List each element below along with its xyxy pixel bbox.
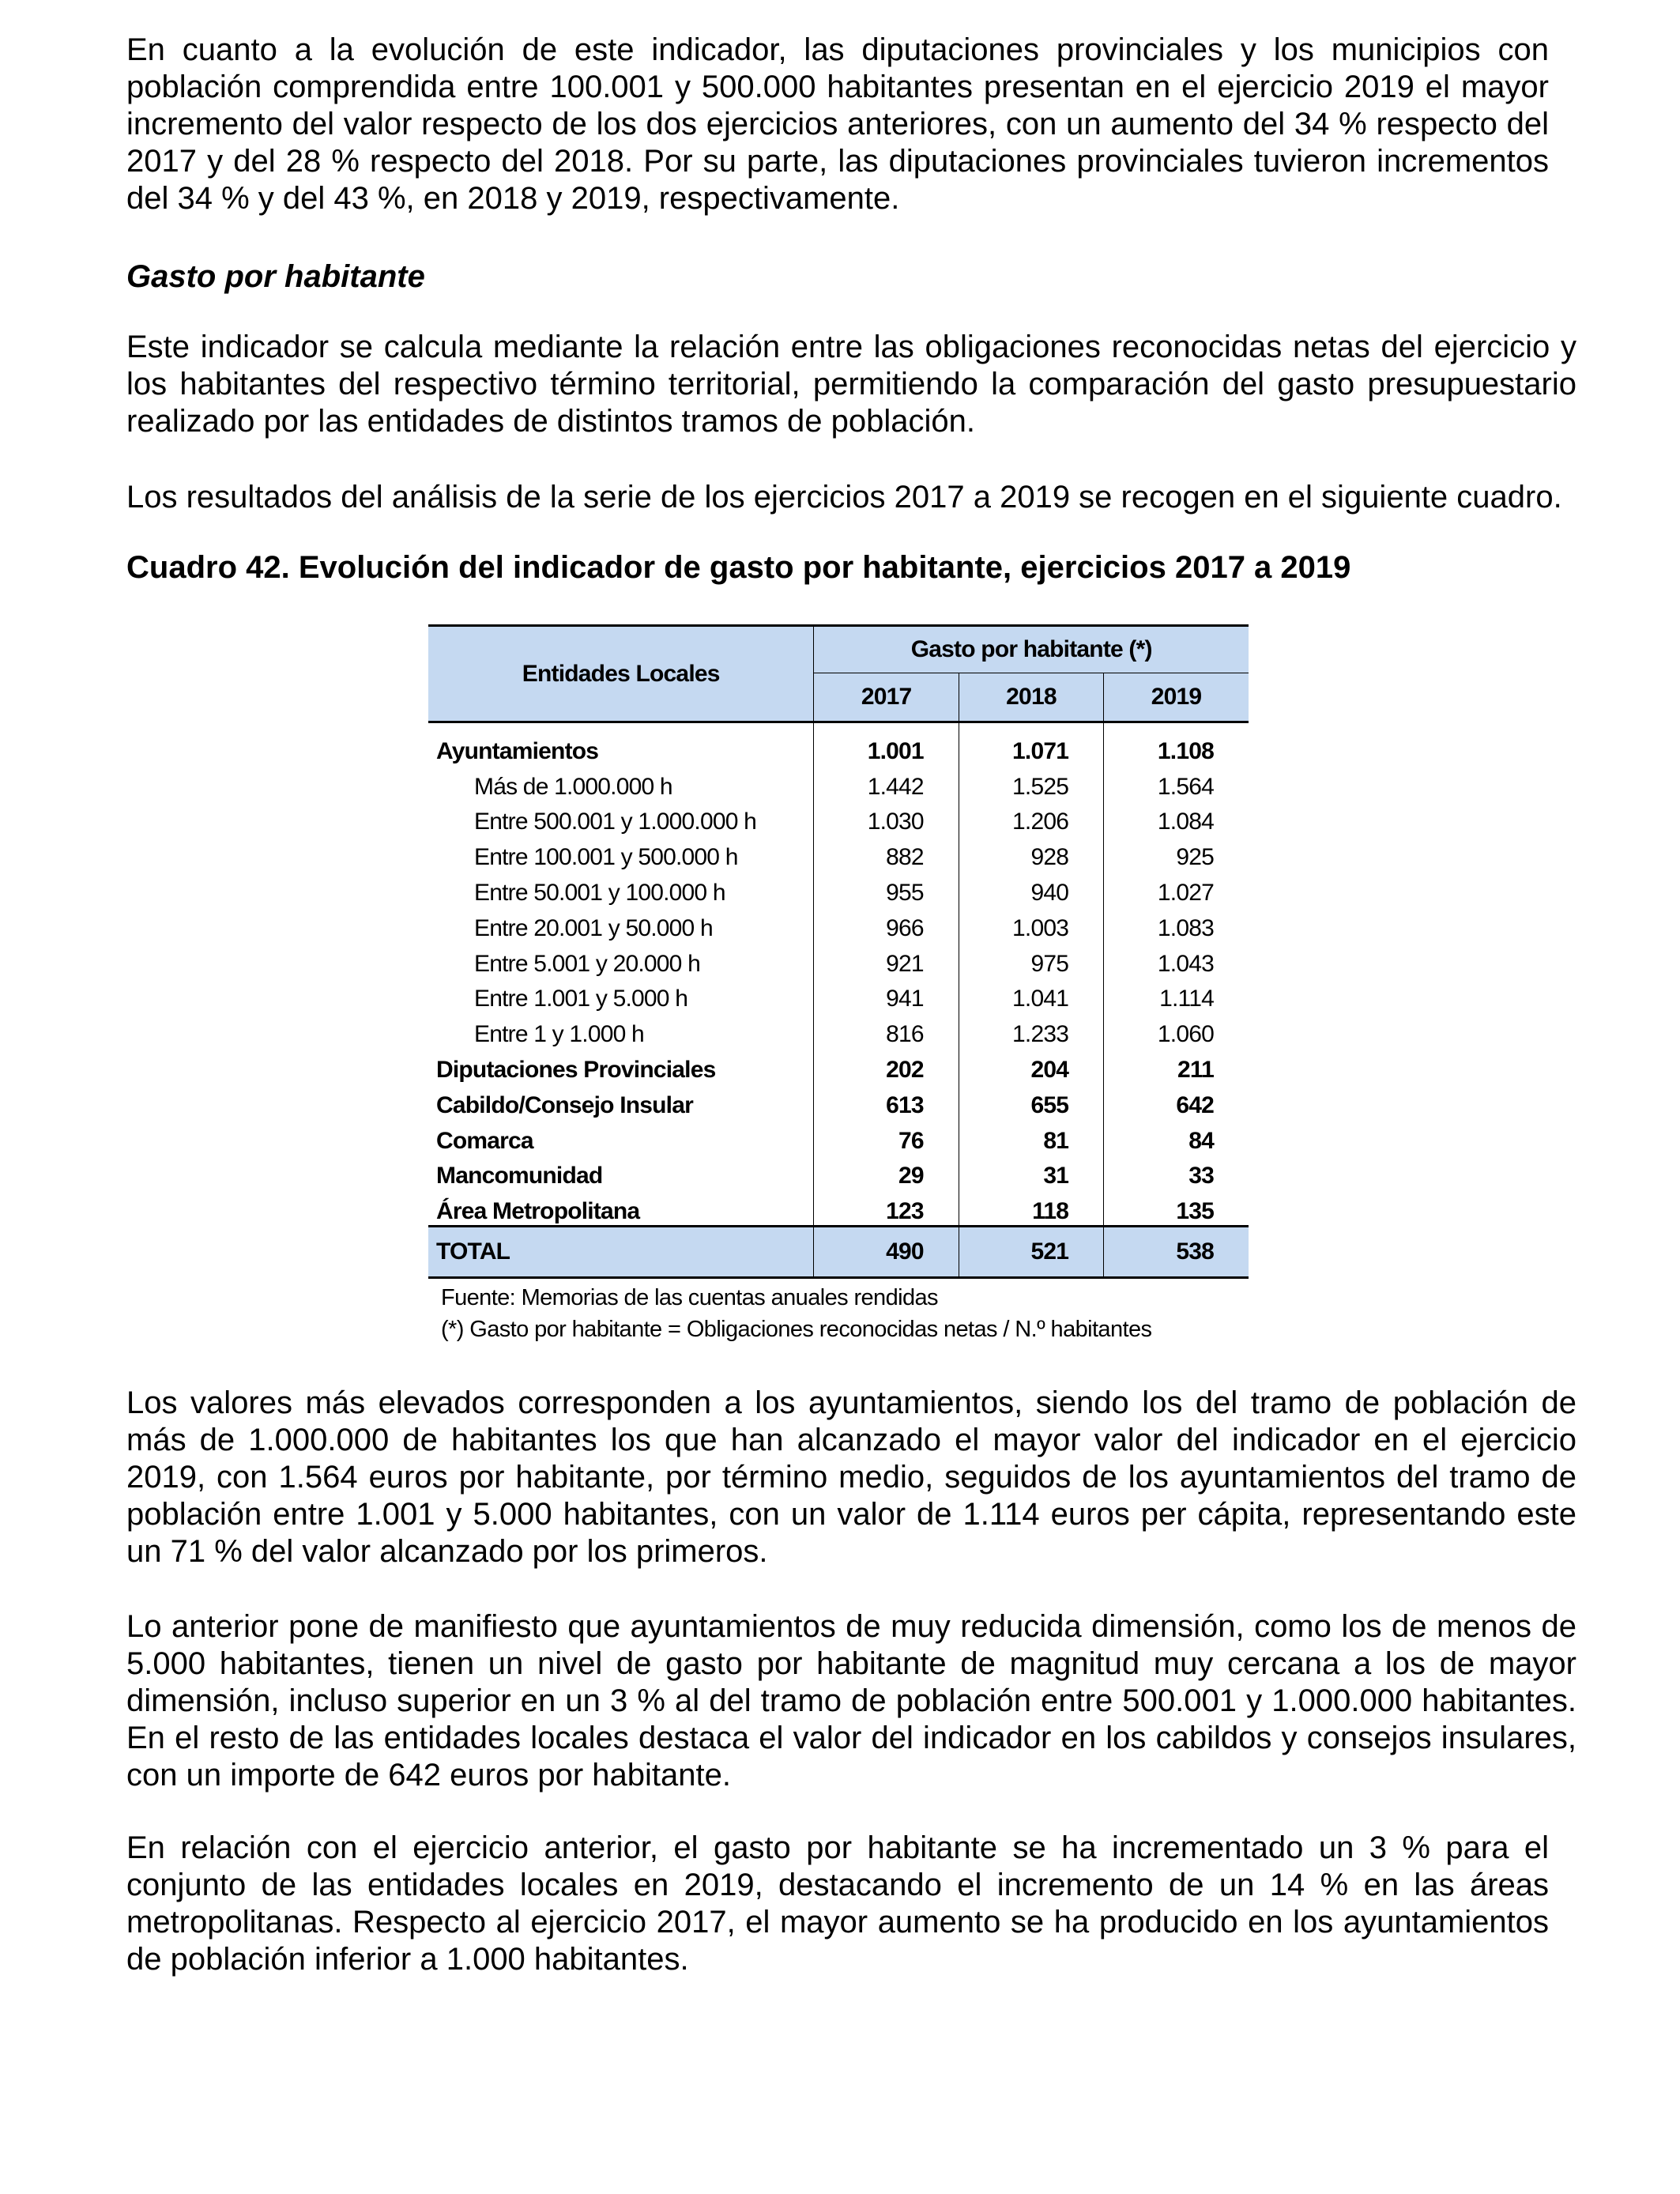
row-label: Ayuntamientos — [436, 737, 599, 764]
cell-value: 955 — [814, 871, 959, 907]
cell-value: 84 — [1104, 1119, 1249, 1155]
cell-value: 76 — [814, 1119, 959, 1155]
cell-value: 1.001 — [814, 722, 959, 765]
cell-value: 1.030 — [814, 801, 959, 836]
cell-value: 655 — [959, 1084, 1103, 1119]
total-value: 490 — [814, 1227, 959, 1278]
paragraph-manifiesto: Lo anterior pone de manifiesto que ayuntamientos de muy reducida dimensión, como los de menos de 5.000 habitantes, tienen un nivel de gasto por habitante de magnitud muy cercana a los de mayor dimensión, incluso superior en un 3 % al del tramo de población entre 500.001 y 1.000.000 habitantes. En el resto de las entidades locales destaca el valor del indicador en los cabildos y consejos insulares, con un importe de 642 euros por habitante. — [126, 1609, 1576, 1793]
cell-value: 29 — [814, 1155, 959, 1190]
table-row — [428, 1012, 1249, 1048]
cell-value: 1.525 — [959, 765, 1103, 801]
cell-value: 941 — [814, 978, 959, 1013]
table-row — [428, 1119, 1249, 1155]
cell-value: 1.083 — [1104, 907, 1249, 942]
cell-value: 925 — [1104, 835, 1249, 871]
cell-value: 940 — [959, 871, 1103, 907]
cell-value: 1.060 — [1104, 1012, 1249, 1048]
cell-value: 1.564 — [1104, 765, 1249, 801]
row-label: Entre 50.001 y 100.000 h — [474, 879, 725, 906]
cell-value: 202 — [814, 1048, 959, 1084]
table-row — [428, 1048, 1249, 1084]
cell-value: 882 — [814, 835, 959, 871]
gasto-table-container — [428, 624, 1249, 1345]
paragraph-resultados: Los resultados del análisis de la serie de los ejercicios 2017 a 2019 se recogen en el siguiente cuadro. — [126, 480, 1562, 515]
cell-value: 204 — [959, 1048, 1103, 1084]
total-value: 538 — [1104, 1227, 1249, 1278]
row-label: Mancomunidad — [436, 1163, 603, 1189]
cell-value: 1.206 — [959, 801, 1103, 836]
table-notes — [428, 1282, 1249, 1345]
cell-value: 928 — [959, 835, 1103, 871]
table-row — [428, 871, 1249, 907]
row-label: Entre 500.001 y 1.000.000 h — [474, 809, 757, 835]
header-year: 2017 — [814, 673, 959, 722]
table-row — [428, 765, 1249, 801]
total-value: 521 — [959, 1227, 1103, 1278]
cell-value: 33 — [1104, 1155, 1249, 1190]
row-label: Área Metropolitana — [436, 1198, 640, 1225]
header-year: 2019 — [1104, 673, 1249, 722]
section-heading-gasto: Gasto por habitante — [126, 259, 425, 294]
table-row — [428, 907, 1249, 942]
cell-value: 1.114 — [1104, 978, 1249, 1013]
paragraph-relacion: En relación con el ejercicio anterior, el gasto por habitante se ha incrementado un 3 % para el conjunto de las entidades locales en 2019, destacando el incremento de un 14 % en las áreas metropolitanas. Respecto al ejercicio 2017, el mayor aumento se ha producido en los ayuntamientos de población inferior a 1.000 habitantes. — [126, 1830, 1549, 1977]
table-row — [428, 1189, 1249, 1226]
table-caption: Cuadro 42. Evolución del indicador de gasto por habitante, ejercicios 2017 a 2019 — [126, 550, 1351, 585]
table-source: Fuente: Memorias de las cuentas anuales rendidas — [441, 1285, 938, 1311]
table-row — [428, 801, 1249, 836]
cell-value: 966 — [814, 907, 959, 942]
cell-value: 975 — [959, 942, 1103, 978]
cell-value: 613 — [814, 1084, 959, 1119]
cell-value: 921 — [814, 942, 959, 978]
cell-value: 642 — [1104, 1084, 1249, 1119]
table-row — [428, 722, 1249, 765]
cell-value: 1.233 — [959, 1012, 1103, 1048]
paragraph-valores: Los valores más elevados corresponden a los ayuntamientos, siendo los del tramo de población de más de 1.000.000 de habitantes los que han alcanzado el mayor valor del indicador en el ejercicio 2019, con 1.564 euros por habitante, por término medio, seguidos de los ayuntamientos del tramo de población entre 1.001 y 5.000 habitantes, con un valor de 1.114 euros per cápita, representando este un 71 % del valor alcanzado por los primeros. — [126, 1385, 1576, 1569]
cell-value: 118 — [959, 1189, 1103, 1226]
cell-value: 211 — [1104, 1048, 1249, 1084]
table-row — [428, 1155, 1249, 1190]
cell-value: 123 — [814, 1189, 959, 1226]
cell-value: 81 — [959, 1119, 1103, 1155]
paragraph-evolucion: En cuanto a la evolución de este indicador, las diputaciones provinciales y los municipios con población comprendida entre 100.001 y 500.000 habitantes presentan en el ejercicio 2019 el mayor incremento del valor respecto de los dos ejercicios anteriores, con un aumento del 34 % respecto del 2017 y del 28 % respecto del 2018. Por su parte, las diputaciones provinciales tuvieron incrementos del 34 % y del 43 %, en 2018 y 2019, respectivamente. — [126, 32, 1549, 216]
row-label: Más de 1.000.000 h — [474, 773, 672, 800]
header-entidades: Entidades Locales — [428, 626, 814, 722]
table-row — [428, 1084, 1249, 1119]
table-total-row — [428, 1227, 1249, 1278]
cell-value: 1.043 — [1104, 942, 1249, 978]
paragraph-indicador: Este indicador se calcula mediante la relación entre las obligaciones reconocidas netas del ejercicio y los habitantes del respectivo término territorial, permitiendo la comparación del gasto presupuestario realizado por las entidades de distintos tramos de población. — [126, 330, 1576, 439]
cell-value: 31 — [959, 1155, 1103, 1190]
cell-value: 1.041 — [959, 978, 1103, 1013]
row-label: Entre 100.001 y 500.000 h — [474, 844, 738, 871]
row-label: Cabildo/Consejo Insular — [436, 1091, 693, 1118]
row-label: Comarca — [436, 1127, 533, 1154]
row-label: Entre 1.001 y 5.000 h — [474, 986, 688, 1012]
total-label: TOTAL — [428, 1227, 814, 1278]
cell-value: 816 — [814, 1012, 959, 1048]
row-label: Entre 20.001 y 50.000 h — [474, 914, 713, 941]
cell-value: 1.071 — [959, 722, 1103, 765]
row-label: Diputaciones Provinciales — [436, 1056, 716, 1083]
cell-value: 1.084 — [1104, 801, 1249, 836]
cell-value: 1.442 — [814, 765, 959, 801]
cell-value: 1.108 — [1104, 722, 1249, 765]
header-year: 2018 — [959, 673, 1103, 722]
cell-value: 135 — [1104, 1189, 1249, 1226]
table-row — [428, 978, 1249, 1013]
table-row — [428, 942, 1249, 978]
header-gasto-group: Gasto por habitante (*) — [814, 626, 1249, 673]
cell-value: 1.027 — [1104, 871, 1249, 907]
gasto-table — [428, 624, 1249, 1279]
row-label: Entre 5.001 y 20.000 h — [474, 950, 700, 977]
table-footnote: (*) Gasto por habitante = Obligaciones reconocidas netas / N.º habitantes — [441, 1317, 1152, 1343]
cell-value: 1.003 — [959, 907, 1103, 942]
row-label: Entre 1 y 1.000 h — [474, 1021, 644, 1048]
table-row — [428, 835, 1249, 871]
